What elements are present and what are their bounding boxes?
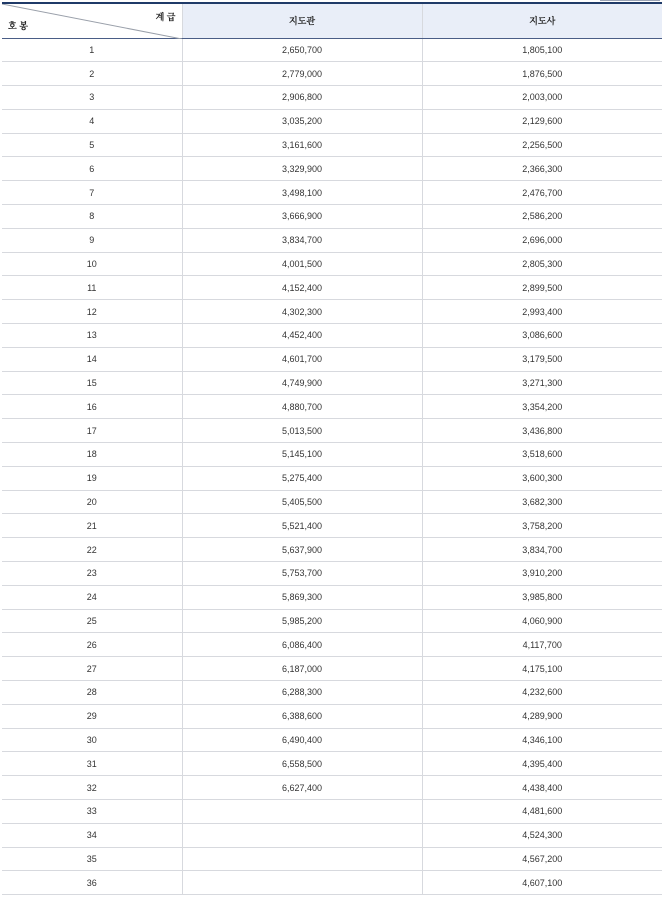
header-row	[2, 3, 662, 38]
table-row	[2, 419, 662, 443]
table-row	[2, 609, 662, 633]
table-row	[2, 205, 662, 229]
jidogwan-pay-cell: 3,035,200	[182, 109, 422, 133]
table-row	[2, 443, 662, 467]
jidogwan-pay-cell: 6,558,500	[182, 752, 422, 776]
jidogwan-pay-cell: 2,906,800	[182, 86, 422, 110]
salary-table	[2, 2, 662, 895]
table-row	[2, 752, 662, 776]
jidogwan-pay-cell: 6,288,300	[182, 681, 422, 705]
step-cell: 20	[2, 490, 182, 514]
jidogwan-pay-cell: 6,627,400	[182, 776, 422, 800]
table-row	[2, 823, 662, 847]
jidogwan-pay-cell: 5,521,400	[182, 514, 422, 538]
jidogwan-pay-cell: 2,779,000	[182, 62, 422, 86]
jidosa-pay-cell: 2,899,500	[422, 276, 662, 300]
step-cell: 11	[2, 276, 182, 300]
step-cell: 27	[2, 657, 182, 681]
jidosa-pay-cell: 3,354,200	[422, 395, 662, 419]
column-header-jidogwan: 지도관	[182, 3, 422, 38]
table-row	[2, 871, 662, 895]
jidogwan-pay-cell: 4,880,700	[182, 395, 422, 419]
jidogwan-pay-cell: 4,749,900	[182, 371, 422, 395]
jidosa-pay-cell: 2,993,400	[422, 300, 662, 324]
step-cell: 15	[2, 371, 182, 395]
jidosa-pay-cell: 4,289,900	[422, 704, 662, 728]
jidogwan-pay-cell	[182, 823, 422, 847]
jidogwan-pay-cell: 5,405,500	[182, 490, 422, 514]
table-row	[2, 776, 662, 800]
jidogwan-pay-cell: 3,161,600	[182, 133, 422, 157]
table-row	[2, 466, 662, 490]
jidogwan-pay-cell: 3,329,900	[182, 157, 422, 181]
jidosa-pay-cell: 4,607,100	[422, 871, 662, 895]
table-row	[2, 395, 662, 419]
jidogwan-pay-cell: 6,490,400	[182, 728, 422, 752]
jidosa-pay-cell: 2,586,200	[422, 205, 662, 229]
step-cell: 23	[2, 562, 182, 586]
jidosa-pay-cell: 3,910,200	[422, 562, 662, 586]
jidosa-pay-cell: 3,985,800	[422, 585, 662, 609]
jidosa-pay-cell: 3,758,200	[422, 514, 662, 538]
jidogwan-pay-cell: 4,601,700	[182, 347, 422, 371]
step-cell: 31	[2, 752, 182, 776]
jidogwan-pay-cell: 5,145,100	[182, 443, 422, 467]
jidogwan-pay-cell: 3,498,100	[182, 181, 422, 205]
step-cell: 12	[2, 300, 182, 324]
jidosa-pay-cell: 2,003,000	[422, 86, 662, 110]
grade-label: 계 급	[155, 12, 176, 22]
jidogwan-pay-cell: 5,985,200	[182, 609, 422, 633]
step-cell: 2	[2, 62, 182, 86]
jidogwan-pay-cell: 5,753,700	[182, 562, 422, 586]
step-cell: 17	[2, 419, 182, 443]
jidosa-pay-cell: 2,129,600	[422, 109, 662, 133]
table-row	[2, 38, 662, 62]
table-row	[2, 252, 662, 276]
jidosa-pay-cell: 4,117,700	[422, 633, 662, 657]
jidosa-pay-cell: 3,518,600	[422, 443, 662, 467]
step-cell: 5	[2, 133, 182, 157]
table-row	[2, 324, 662, 348]
jidosa-pay-cell: 4,232,600	[422, 681, 662, 705]
step-label: 호 봉	[8, 20, 28, 31]
step-cell: 30	[2, 728, 182, 752]
jidosa-pay-cell: 3,179,500	[422, 347, 662, 371]
table-row	[2, 847, 662, 871]
step-cell: 35	[2, 847, 182, 871]
jidosa-pay-cell: 3,271,300	[422, 371, 662, 395]
step-cell: 18	[2, 443, 182, 467]
step-cell: 21	[2, 514, 182, 538]
table-row	[2, 800, 662, 824]
jidogwan-pay-cell: 3,834,700	[182, 228, 422, 252]
step-cell: 4	[2, 109, 182, 133]
jidosa-pay-cell: 4,524,300	[422, 823, 662, 847]
jidogwan-pay-cell: 6,388,600	[182, 704, 422, 728]
jidosa-pay-cell: 3,086,600	[422, 324, 662, 348]
jidogwan-pay-cell: 5,275,400	[182, 466, 422, 490]
step-cell: 13	[2, 324, 182, 348]
jidosa-pay-cell: 4,175,100	[422, 657, 662, 681]
step-cell: 14	[2, 347, 182, 371]
jidosa-pay-cell: 2,256,500	[422, 133, 662, 157]
step-cell: 3	[2, 86, 182, 110]
table-row	[2, 300, 662, 324]
step-cell: 8	[2, 205, 182, 229]
table-row	[2, 585, 662, 609]
table-row	[2, 633, 662, 657]
step-cell: 10	[2, 252, 182, 276]
jidosa-pay-cell: 4,438,400	[422, 776, 662, 800]
table-body	[2, 38, 662, 895]
table-row	[2, 371, 662, 395]
step-cell: 32	[2, 776, 182, 800]
table-row	[2, 86, 662, 110]
table-row	[2, 109, 662, 133]
table-row	[2, 347, 662, 371]
jidogwan-pay-cell: 5,637,900	[182, 538, 422, 562]
jidogwan-pay-cell: 3,666,900	[182, 205, 422, 229]
jidogwan-pay-cell: 6,086,400	[182, 633, 422, 657]
table-row	[2, 538, 662, 562]
jidosa-pay-cell: 3,682,300	[422, 490, 662, 514]
table-row	[2, 681, 662, 705]
jidosa-pay-cell: 4,060,900	[422, 609, 662, 633]
table-row	[2, 657, 662, 681]
table-row	[2, 704, 662, 728]
table-row	[2, 490, 662, 514]
jidosa-pay-cell: 4,481,600	[422, 800, 662, 824]
jidogwan-pay-cell: 4,152,400	[182, 276, 422, 300]
step-cell: 22	[2, 538, 182, 562]
step-cell: 33	[2, 800, 182, 824]
table-row	[2, 562, 662, 586]
jidosa-pay-cell: 2,366,300	[422, 157, 662, 181]
jidogwan-pay-cell: 5,869,300	[182, 585, 422, 609]
step-cell: 28	[2, 681, 182, 705]
jidogwan-pay-cell: 4,452,400	[182, 324, 422, 348]
table-row	[2, 133, 662, 157]
step-cell: 26	[2, 633, 182, 657]
jidogwan-pay-cell	[182, 847, 422, 871]
jidosa-pay-cell: 3,436,800	[422, 419, 662, 443]
table-row	[2, 181, 662, 205]
step-cell: 9	[2, 228, 182, 252]
step-cell: 16	[2, 395, 182, 419]
table-row	[2, 514, 662, 538]
jidosa-pay-cell: 2,696,000	[422, 228, 662, 252]
step-cell: 34	[2, 823, 182, 847]
table-row	[2, 276, 662, 300]
jidogwan-pay-cell: 2,650,700	[182, 38, 422, 62]
column-header-jidosa: 지도사	[422, 3, 662, 38]
step-cell: 1	[2, 38, 182, 62]
corner-header	[2, 3, 182, 38]
jidogwan-pay-cell	[182, 800, 422, 824]
step-cell: 7	[2, 181, 182, 205]
step-cell: 6	[2, 157, 182, 181]
jidosa-pay-cell: 1,876,500	[422, 62, 662, 86]
jidogwan-pay-cell: 4,302,300	[182, 300, 422, 324]
jidosa-pay-cell: 4,346,100	[422, 728, 662, 752]
table-row	[2, 157, 662, 181]
jidosa-pay-cell: 3,600,300	[422, 466, 662, 490]
table-row	[2, 728, 662, 752]
jidosa-pay-cell: 1,805,100	[422, 38, 662, 62]
step-cell: 29	[2, 704, 182, 728]
jidosa-pay-cell: 4,395,400	[422, 752, 662, 776]
step-cell: 25	[2, 609, 182, 633]
jidogwan-pay-cell	[182, 871, 422, 895]
table-row	[2, 62, 662, 86]
jidogwan-pay-cell: 4,001,500	[182, 252, 422, 276]
step-cell: 24	[2, 585, 182, 609]
step-cell: 19	[2, 466, 182, 490]
jidogwan-pay-cell: 5,013,500	[182, 419, 422, 443]
jidogwan-pay-cell: 6,187,000	[182, 657, 422, 681]
jidosa-pay-cell: 3,834,700	[422, 538, 662, 562]
jidosa-pay-cell: 2,476,700	[422, 181, 662, 205]
step-cell: 36	[2, 871, 182, 895]
table-row	[2, 228, 662, 252]
jidosa-pay-cell: 2,805,300	[422, 252, 662, 276]
jidosa-pay-cell: 4,567,200	[422, 847, 662, 871]
